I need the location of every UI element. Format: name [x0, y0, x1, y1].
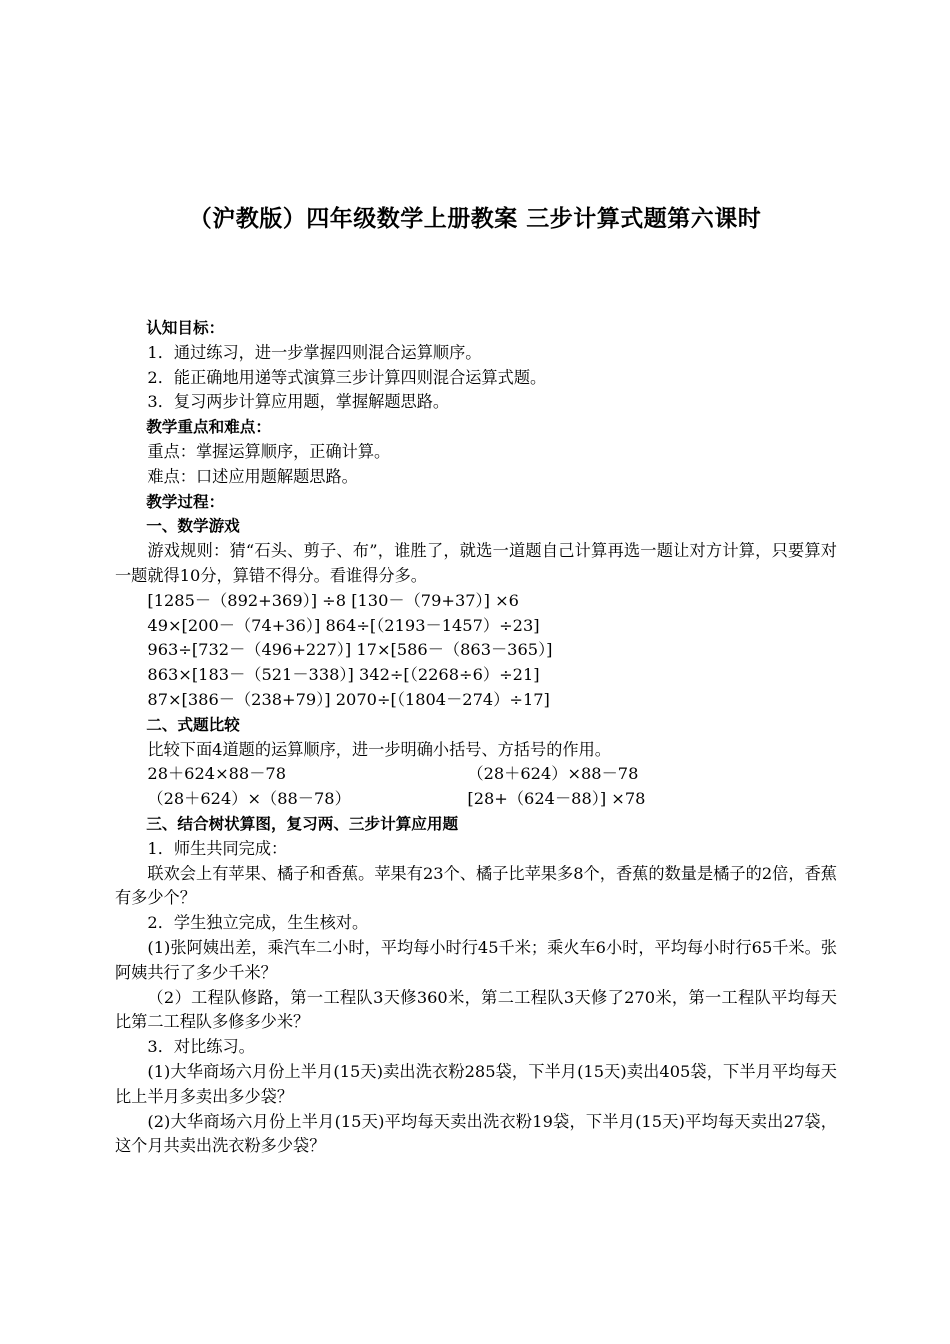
expression-row: 963÷[732－（496+227）] 17×[586－（863－365）] [147, 640, 553, 660]
comparison-row [115, 787, 837, 812]
comparison-row [115, 762, 837, 787]
goal-item: 2．能正确地用递等式演算三步计算四则混合运算式题。 [147, 367, 547, 387]
process-heading: 教学过程： [146, 492, 225, 511]
keypoints-heading: 教学重点和难点： [146, 418, 271, 437]
expression-row: 87×[386－（238+79）] 2070÷[（1804－274）÷17] [147, 689, 550, 709]
section3-paragraph: (2)大华商场六月份上半月(15天)平均每天卖出洗衣粉19袋，下半月(15天)平均每天卖出27袋，这个月共卖出洗衣粉多少袋？ [115, 1111, 837, 1156]
expression-row: [1285－（892+369）] ÷8 [130－（79+37）] ×6 [147, 590, 519, 610]
goals-heading: 认知目标： [146, 319, 225, 337]
document-body [115, 316, 837, 1159]
section2-heading: 二、式题比较 [146, 715, 240, 734]
section3-paragraph: (1)张阿姨出差，乘汽车二小时，平均每小时行45千米；乘火车6小时，平均每小时行65千米。张阿姨共行了多少千米？ [115, 937, 837, 982]
expression-row: 863×[183－（521－338）] 342÷[（2268÷6）÷21] [147, 665, 540, 685]
section3-paragraph: 联欢会上有苹果、橘子和香蕉。苹果有23个、橘子比苹果多8个，香蕉的数量是橘子的2倍，香蕉有多少个？ [115, 863, 837, 908]
section3-paragraph: （2）工程队修路，第一工程队3天修360米，第二工程队3天修了270米，第一工程队平均每天比第二工程队多修多少米？ [115, 987, 837, 1032]
section3-paragraph: 2．学生独立完成，生生核对。 [147, 913, 369, 933]
section3-heading: 三、结合树状算图，复习两、三步计算应用题 [146, 814, 459, 833]
comparison-expr: （28＋624）×（88－78） [147, 789, 351, 809]
difficulty-text: 难点：口述应用题解题思路。 [147, 466, 358, 486]
goal-item: 1．通过练习，进一步掌握四则混合运算顺序。 [147, 342, 482, 362]
comparison-expr: 28＋624×88－78 [147, 764, 287, 784]
section3-paragraph: (1)大华商场六月份上半月(15天)卖出洗衣粉285袋，下半月(15天)卖出405袋，下半月平均每天比上半月多卖出多少袋？ [115, 1061, 837, 1106]
comparison-expr: （28＋624）×88－78 [467, 764, 639, 784]
game-rule: 游戏规则：猜“石头、剪子、布”，谁胜了，就选一道题自己计算再选一题让对方计算，只要算对一题就得10分，算错不得分。看谁得分多。 [115, 541, 837, 585]
keypoint-text: 重点：掌握运算顺序，正确计算。 [147, 441, 391, 461]
comparison-intro: 比较下面4道题的运算顺序，进一步明确小括号、方括号的作用。 [147, 739, 611, 759]
section1-heading: 一、数学游戏 [146, 517, 240, 536]
section3-paragraph: 1．师生共同完成： [147, 838, 288, 858]
expression-row: 49×[200－（74+36）] 864÷[（2193－1457）÷23] [147, 615, 540, 635]
document-title: （沪教版）四年级数学上册教案 三步计算式题第六课时 [188, 206, 762, 232]
goal-item: 3．复习两步计算应用题，掌握解题思路。 [147, 392, 450, 412]
comparison-expr: [28+（624－88）] ×78 [467, 789, 646, 809]
section3-paragraph: 3．对比练习。 [147, 1037, 255, 1057]
